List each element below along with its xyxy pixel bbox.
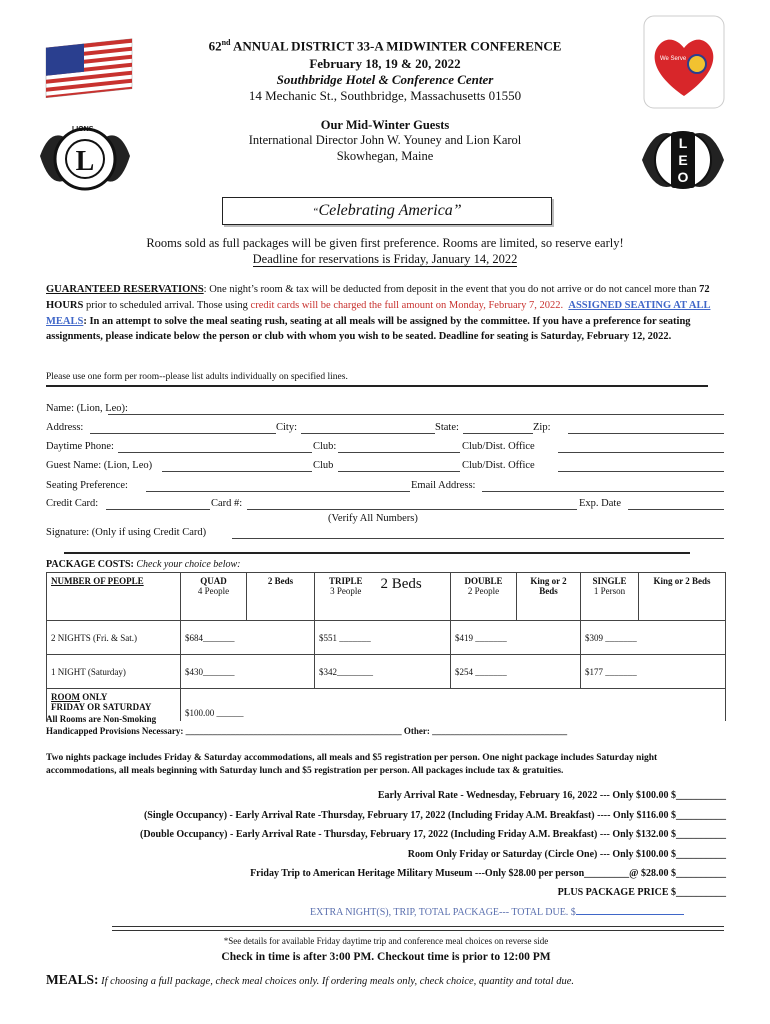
- american-flag-icon: [44, 36, 136, 103]
- divider: [46, 385, 708, 387]
- reservation-deadline: Deadline for reservations is Friday, January 14, 2022: [252, 252, 518, 266]
- header-people: NUMBER OF PEOPLE: [47, 573, 181, 621]
- card-number-label: Card #:: [211, 498, 243, 509]
- quad-price[interactable]: $430_______: [181, 655, 315, 689]
- venue-name: Southbridge Hotel & Conference Center: [276, 72, 494, 87]
- exp-date-field[interactable]: [628, 509, 724, 510]
- zip-label: Zip:: [533, 422, 551, 433]
- header-single-beds: King or 2 Beds: [639, 573, 726, 621]
- phone-field[interactable]: [118, 452, 312, 453]
- divider: [64, 552, 690, 554]
- city-label: City:: [276, 422, 298, 433]
- lions-logo-text: LIONS: [72, 126, 94, 133]
- triple-price[interactable]: $342________: [315, 655, 451, 689]
- non-smoking-note: All Rooms are Non-Smoking: [46, 714, 157, 724]
- room-only-price[interactable]: $100.00 ______: [181, 689, 726, 721]
- credit-card-label: Credit Card:: [46, 498, 99, 509]
- we-serve-text: We Serve: [660, 56, 687, 62]
- plus-package-price[interactable]: PLUS PACKAGE PRICE $__________: [557, 887, 726, 898]
- venue-address: 14 Mechanic St., Southbridge, Massachusetts 01550: [248, 88, 522, 103]
- header-quad: QUAD 4 People: [181, 573, 247, 621]
- guest-club-office-label: Club/Dist. Office: [462, 460, 535, 471]
- verify-numbers-note: (Verify All Numbers): [328, 513, 418, 524]
- row-label: 2 NIGHTS (Fri. & Sat.): [47, 621, 181, 655]
- total-due-line[interactable]: EXTRA NIGHT(S), TRIP, TOTAL PACKAGE--- TOTAL DUE. $: [310, 907, 684, 918]
- checkin-note: Check in time is after 3:00 PM. Checkout time is prior to 12:00 PM: [221, 951, 551, 963]
- guest-club-field[interactable]: [338, 471, 460, 472]
- double-price[interactable]: $254 _______: [451, 655, 581, 689]
- club-office-label: Club/Dist. Office: [462, 441, 535, 452]
- city-field[interactable]: [301, 433, 435, 434]
- header-double-beds: King or 2 Beds: [517, 573, 581, 621]
- header-double: DOUBLE 2 People: [451, 573, 517, 621]
- divider: [112, 926, 724, 927]
- zip-field[interactable]: [568, 433, 724, 434]
- we-serve-heart-icon: [642, 14, 726, 115]
- theme-box: “Celebrating America”: [222, 197, 552, 225]
- meals-note: MEALS: If choosing a full package, check meal choices only. If ordering meals only, check choice, quantity and total due.: [46, 972, 574, 987]
- table-row: [47, 621, 726, 655]
- credit-card-field[interactable]: [106, 509, 210, 510]
- reverse-side-note: *See details for available Friday daytime trip and conference meal choices on reverse side: [223, 936, 549, 946]
- state-field[interactable]: [463, 433, 533, 434]
- address-label: Address:: [46, 422, 84, 433]
- divider: [112, 930, 724, 931]
- single-price[interactable]: $177 _______: [581, 655, 726, 689]
- guest-club-office-field[interactable]: [558, 471, 724, 472]
- club-label: Club:: [313, 441, 337, 452]
- package-details: Two nights package includes Friday & Saturday accommodations, all meals and $5 registration per person. One night package includes Saturday night accommodations, all meals beginning with Saturday lunch and $5 registration per person. All packages include tax & gratuities.: [46, 753, 658, 777]
- signature-label: Signature: (Only if using Credit Card): [46, 527, 207, 538]
- guests-heading: Our Mid-Winter Guests: [320, 118, 450, 132]
- lions-logo-icon: [36, 118, 134, 205]
- handicapped-field[interactable]: Handicapped Provisions Necessary: ________________________________________________ Other: ______________________________: [46, 726, 568, 736]
- triple-price[interactable]: $551 _______: [315, 621, 451, 655]
- reservations-paragraph: GUARANTEED RESERVATIONS: One night’s room & tax will be deducted from deposit in the event that you do not arrive or do not cancel more than 72 HOURS prior to scheduled arrival. Those using credit cards will be charged the full amount on Monday, February 7, 2022. ASSIGNED SEATING AT ALL MEALS: In an attempt to solve the meal seating rush, seating at all meals will be assigned by the committee. If you have a preference for seating assignments, please indicate below the person or club with whom you wish to be seated. Deadline for seating is Saturday, February 12, 2022.: [46, 284, 711, 343]
- seating-label: Seating Preference:: [46, 480, 128, 491]
- quad-price[interactable]: $684_______: [181, 621, 315, 655]
- leo-logo-text: LEO: [677, 135, 689, 185]
- table-row: [47, 655, 726, 689]
- name-label: Name: (Lion, Leo):: [46, 403, 128, 414]
- guest-name-label: Guest Name: (Lion, Leo): [46, 460, 153, 471]
- header-quad-beds: 2 Beds: [247, 573, 315, 621]
- guests-line-2: Skowhegan, Maine: [336, 149, 434, 163]
- seating-field[interactable]: [146, 491, 410, 492]
- exp-date-label: Exp. Date: [579, 498, 621, 509]
- museum-trip-line[interactable]: Friday Trip to American Heritage Military Museum ---Only $28.00 per person_________@ $28.00 $__________: [250, 868, 726, 879]
- guest-name-field[interactable]: [162, 471, 312, 472]
- header-triple: TRIPLE 3 People: [315, 573, 377, 621]
- early-arrival-wed[interactable]: Early Arrival Rate - Wednesday, February 16, 2022 --- Only $100.00 $__________: [377, 790, 726, 801]
- email-label: Email Address:: [411, 480, 476, 491]
- form-instruction: Please use one form per room--please list adults individually on specified lines.: [46, 372, 348, 382]
- guests-line-1: International Director John W. Youney and Lion Karol: [248, 133, 522, 147]
- phone-label: Daytime Phone:: [46, 441, 114, 452]
- card-number-field[interactable]: [247, 509, 577, 510]
- guest-club-label: Club: [313, 460, 334, 471]
- club-office-field[interactable]: [558, 452, 724, 453]
- leo-logo-icon: [640, 120, 726, 203]
- double-price[interactable]: $419 _______: [451, 621, 581, 655]
- name-field[interactable]: [108, 414, 724, 415]
- signature-field[interactable]: [232, 538, 724, 539]
- row-label: 1 NIGHT (Saturday): [47, 655, 181, 689]
- rooms-note: Rooms sold as full packages will be given first preference. Rooms are limited, so reserve early!: [146, 236, 624, 250]
- package-table: [46, 572, 726, 721]
- header-triple-beds: 2 Beds: [377, 573, 451, 621]
- row-label: ROOM ONLY FRIDAY OR SATURDAY: [47, 689, 181, 721]
- room-only-line[interactable]: Room Only Friday or Saturday (Circle One) --- Only $100.00 $__________: [407, 849, 726, 860]
- header-single: SINGLE 1 Person: [581, 573, 639, 621]
- conference-dates: February 18, 19 & 20, 2022: [309, 56, 461, 71]
- club-field[interactable]: [338, 452, 460, 453]
- address-field[interactable]: [90, 433, 276, 434]
- email-field[interactable]: [482, 491, 724, 492]
- conference-title: 62nd ANNUAL DISTRICT 33-A MIDWINTER CONFERENCE: [208, 38, 562, 54]
- state-label: State:: [435, 422, 459, 433]
- svg-text:L: L: [75, 146, 95, 177]
- package-costs-heading: PACKAGE COSTS: Check your choice below:: [46, 559, 241, 570]
- early-arrival-single[interactable]: (Single Occupancy) - Early Arrival Rate -Thursday, February 17, 2022 (Including Friday A.M. Breakfast) ---- Only $116.00 $__________: [143, 810, 726, 821]
- single-price[interactable]: $309 _______: [581, 621, 726, 655]
- early-arrival-double[interactable]: (Double Occupancy) - Early Arrival Rate - Thursday, February 17, 2022 (Including Friday A.M. Breakfast) --- Only $132.00 $__________: [139, 829, 726, 840]
